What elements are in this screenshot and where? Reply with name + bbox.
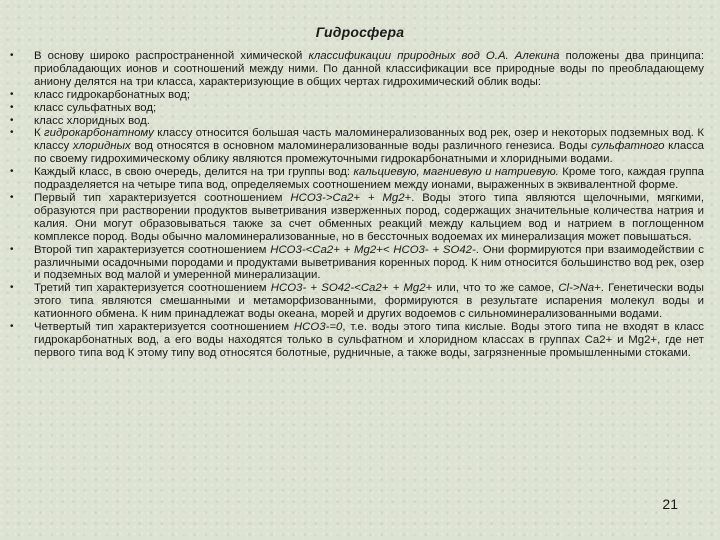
italic-text: кальциевую, магниевую и натриевую. xyxy=(353,166,559,179)
italic-text: гидрокарбонатному xyxy=(44,127,154,140)
text: К xyxy=(34,127,45,140)
italic-text: HCO3-=0 xyxy=(293,321,343,334)
bullet-icon: • xyxy=(10,127,14,139)
italic-text: HCO3- + SO42-<Ca2+ + Mg2+ xyxy=(270,282,433,295)
list-item xyxy=(10,192,704,244)
list-item xyxy=(10,321,704,360)
text: . Они формируются при взаимодействии с различными осадочными породами и продуктами выветривания коренных пород. К ним относится большинство вод рек, озер и подземных вод малой и умеренной минерализации. xyxy=(34,243,704,282)
bullet-icon: • xyxy=(10,88,14,100)
italic-text: Cl->Na+ xyxy=(558,282,601,295)
page-number: 21 xyxy=(662,496,678,512)
list-item xyxy=(10,282,704,321)
text: , т.е. воды этого типа кислые. Воды этого типа не входят в класс гидрокарбонатных вод, а его воды находятся только в сульфатном и хлоридном классах в группах Ca2+ и Mg2+, где нет первого типа вод К этому типу вод относятся болотные, рудничные, а также воды, загрязненные промышленными стоками. xyxy=(34,321,704,359)
bullet-icon: • xyxy=(10,243,14,255)
text: положены два принципа: приобладающих ионов и соотношений между ними. По данной классификации все природные воды по преобладающему аниону делятся на три класса, характеризующие в общих чертах гидрохимический облик воды: xyxy=(34,50,705,88)
text: класс сульфатных вод; xyxy=(34,101,157,114)
bullet-list xyxy=(10,50,704,360)
text: класс гидрокарбонатных вод; xyxy=(34,88,190,101)
list-item xyxy=(10,166,704,192)
text: класса по своему гидрохимическому облику являются промежуточными гидрокарбонатными и хлоридными водами. xyxy=(34,140,704,166)
text: Третий тип характеризуется соотношением xyxy=(34,282,271,295)
bullet-icon: • xyxy=(10,321,14,333)
text: Кроме того, каждая группа подразделяется на четыре типа вод, определяемых соотношением между ионами, выраженных в эквивалентной форме. xyxy=(34,166,704,192)
italic-text: HCO3-<Ca2+ + Mg2+< HCO3- + SO42- xyxy=(270,243,476,256)
bullet-icon: • xyxy=(10,114,14,126)
list-item xyxy=(10,102,704,115)
italic-text: классификации природных вод О.А. Алекина xyxy=(308,50,560,62)
text: Каждый класс, в свою очередь, делится на три группы вод: xyxy=(34,166,354,179)
text: . Генетически воды этого типа являются смешанными и метаморфизованными, формируются в результате испарения молекул воды и катионного обмена. К ним принадлежат воды океана, морей и других водоемов с сильноминерализованными водами. xyxy=(34,282,704,321)
list-item xyxy=(10,50,704,89)
list-item xyxy=(10,89,704,102)
list-item xyxy=(10,244,704,283)
slide-title: Гидросфера xyxy=(315,24,405,40)
bullet-icon: • xyxy=(10,191,14,203)
list-item xyxy=(10,115,704,128)
text: классу относится большая часть маломинерализованных вод рек, озер и некоторых подземных вод. К классу xyxy=(34,127,704,153)
text: класс хлоридных вод. xyxy=(34,114,150,127)
bullet-icon: • xyxy=(10,166,14,178)
text: . Воды этого типа являются щелочными, мягкими, образуются при растворении продуктов выветривания изверженных пород, содержащих значительные количества натрия и калия. Они могут образовываться также за счет обменных реакций между кальцием вод и натрием в поглощенном комплексе пород. Воды обычно маломинерализованные, но в бессточных водоемах их минерализация может повышаться. xyxy=(34,191,704,243)
bullet-icon: • xyxy=(10,282,14,294)
italic-text: HCO3->Ca2+ + Mg2+ xyxy=(290,191,412,204)
text: или, что то же самое, xyxy=(432,282,559,295)
text: Второй тип характеризуется соотношением xyxy=(34,243,271,256)
list-item xyxy=(10,127,704,166)
text: В основу широко распространенной химической xyxy=(34,50,309,62)
italic-text: сульфатного xyxy=(591,140,665,153)
text: Четвертый тип характеризуется соотношением xyxy=(34,321,294,334)
italic-text: хлоридных xyxy=(72,140,131,153)
bullet-icon: • xyxy=(10,101,14,113)
text: Первый тип характеризуется соотношением xyxy=(34,191,291,204)
text: вод относятся в основном маломинерализованные воды различного генезиса. Воды xyxy=(130,140,592,153)
bullet-icon: • xyxy=(10,50,14,61)
